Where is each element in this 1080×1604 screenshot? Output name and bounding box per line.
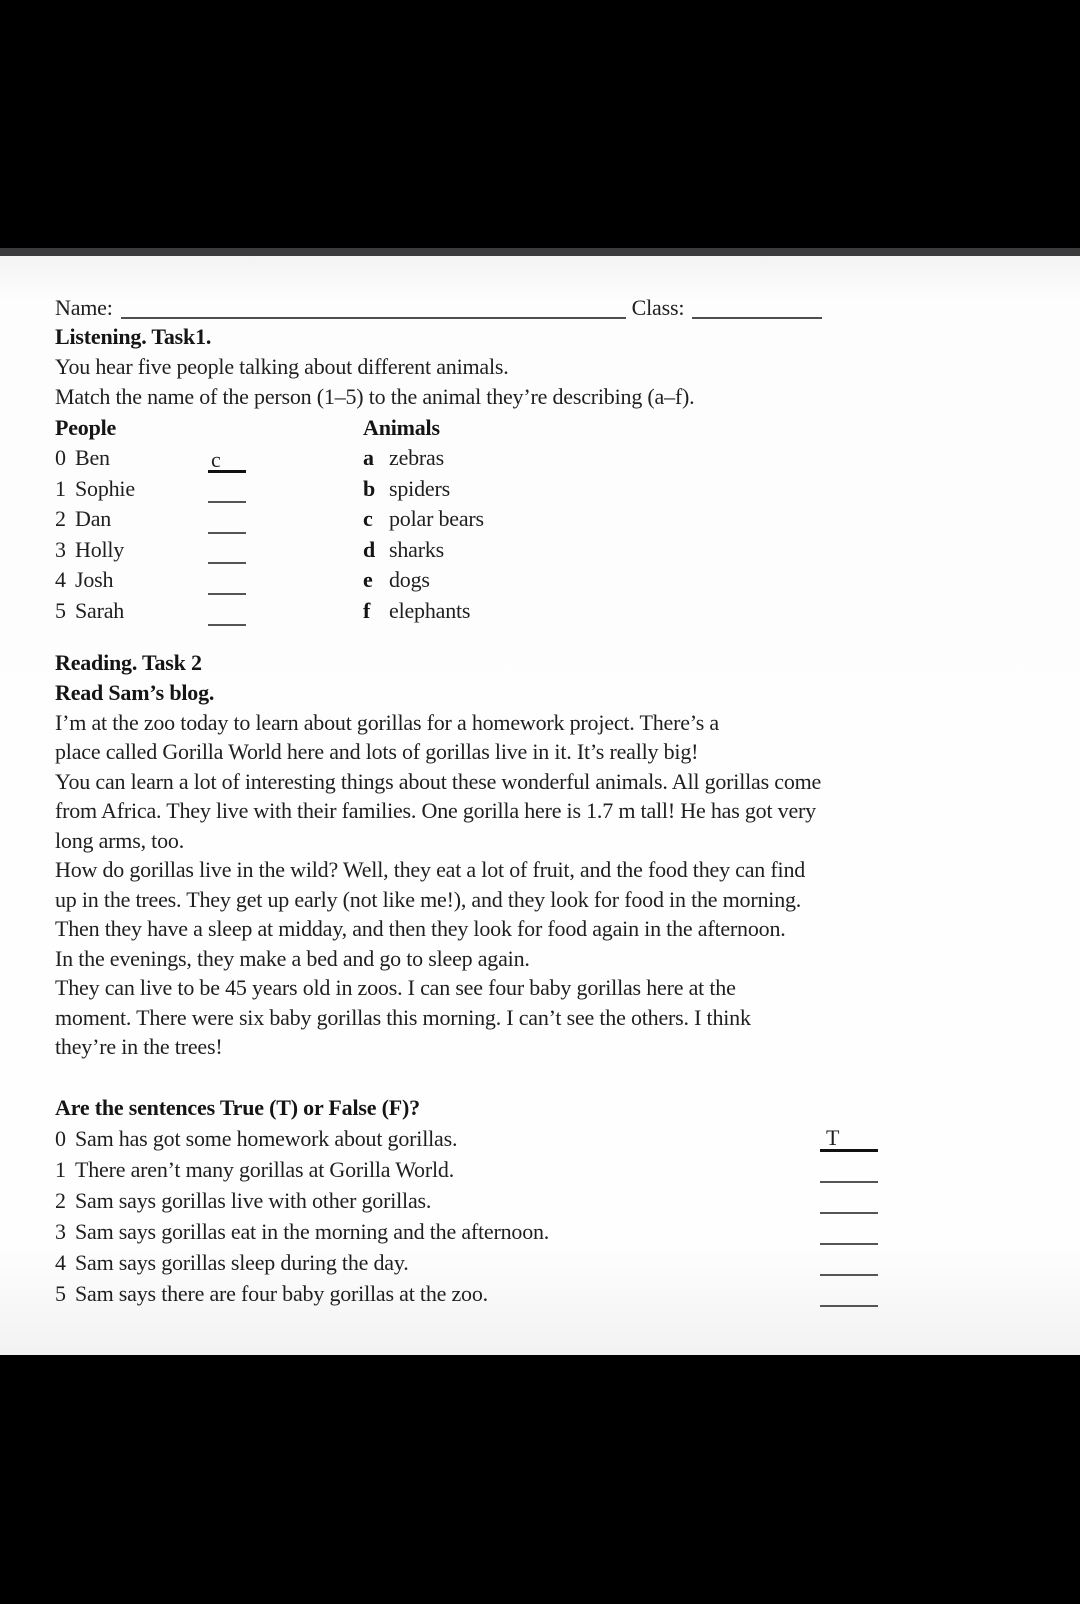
true-false-row	[55, 1278, 1025, 1309]
statement-text: Sam says gorillas live with other gorillas.	[75, 1187, 432, 1213]
animals-column-header: Animals	[363, 415, 440, 440]
person-answer-blank	[208, 508, 246, 534]
blog-text-line: up in the trees. They get up early (not like me!), and they look for food in the morning.	[55, 886, 802, 912]
animal-row	[363, 474, 663, 505]
true-false-row	[55, 1154, 1025, 1185]
instruction-line: You hear five people talking about different animals.	[55, 354, 509, 379]
true-false-answer-blank	[820, 1156, 878, 1183]
instruction-line: Match the name of the person (1–5) to the animal they’re describing (a–f).	[55, 384, 695, 409]
blog-text-line: In the evenings, they make a bed and go to sleep again.	[55, 945, 530, 971]
true-false-answer-blank	[820, 1280, 878, 1307]
person-name: Dan	[75, 506, 112, 532]
blog-text-line: They can live to be 45 years old in zoos. I can see four baby gorillas here at the	[55, 975, 736, 1001]
blog-text-line: You can learn a lot of interesting things about these wonderful animals. All gorillas come	[55, 768, 822, 794]
name-blank-field	[121, 293, 626, 319]
person-name: Holly	[75, 536, 125, 562]
statement-number: 3	[55, 1218, 66, 1244]
animal-letter: b	[363, 475, 376, 501]
true-false-answer-blank	[820, 1218, 878, 1245]
true-false-answer-blank: T	[820, 1125, 878, 1152]
statement-number: 4	[55, 1249, 66, 1275]
animal-row	[363, 443, 663, 474]
true-false-row	[55, 1123, 1025, 1154]
person-name: Josh	[75, 567, 114, 593]
animal-letter: c	[363, 506, 373, 532]
bottom-letterbox-bar	[0, 1355, 1080, 1604]
statement-text: Sam says there are four baby gorillas at the zoo.	[75, 1280, 488, 1306]
person-row	[55, 474, 355, 505]
person-number: 0	[55, 445, 66, 470]
blog-text-line: place called Gorilla World here and lots of gorillas live in it. It’s really big!	[55, 739, 699, 765]
people-column	[55, 412, 355, 627]
animal-row	[363, 504, 663, 535]
animal-name: sharks	[389, 536, 445, 562]
animal-letter: f	[363, 597, 371, 623]
matching-exercise	[55, 412, 1025, 627]
animal-letter: a	[363, 445, 374, 470]
blog-text-line: long arms, too.	[55, 827, 184, 853]
person-answer-blank	[208, 538, 246, 564]
person-number: 4	[55, 567, 66, 593]
name-class-row	[55, 292, 1025, 322]
person-answer-blank	[208, 600, 246, 626]
blog-text-line: moment. There were six baby gorillas this morning. I can’t see the others. I think	[55, 1004, 751, 1030]
animal-name: polar bears	[389, 506, 484, 532]
person-name: Sarah	[75, 597, 125, 623]
statement-text: Sam says gorillas eat in the morning and the afternoon.	[75, 1218, 550, 1244]
blog-text	[55, 708, 1025, 1062]
statement-number: 5	[55, 1280, 66, 1306]
animal-name: dogs	[389, 567, 430, 593]
blog-text-line: Then they have a sleep at midday, and then they look for food again in the afternoon.	[55, 916, 786, 942]
animal-name: elephants	[389, 597, 471, 623]
person-answer-blank	[208, 477, 246, 503]
person-row	[55, 504, 355, 535]
true-false-answer-blank	[820, 1187, 878, 1214]
animal-letter: e	[363, 567, 373, 593]
blog-text-line: How do gorillas live in the wild? Well, they eat a lot of fruit, and the food they can find	[55, 857, 806, 883]
animal-row	[363, 565, 663, 596]
person-number: 1	[55, 475, 66, 501]
person-row	[55, 443, 355, 474]
animal-name: zebras	[389, 445, 444, 470]
blog-text-line: from Africa. They live with their families. One gorilla here is 1.7 m tall! He has got very	[55, 798, 816, 824]
animal-letter: d	[363, 536, 376, 562]
true-false-answer-blank	[820, 1249, 878, 1276]
blog-text-line: they’re in the trees!	[55, 1034, 223, 1060]
class-blank-field	[692, 293, 822, 319]
class-label: Class:	[631, 295, 685, 320]
statement-text: Sam says gorillas sleep during the day.	[75, 1249, 409, 1275]
page-top-edge-strip	[0, 248, 1080, 256]
name-label: Name:	[55, 295, 113, 320]
statement-number: 0	[55, 1125, 66, 1151]
true-false-heading: Are the sentences True (T) or False (F)?	[55, 1094, 420, 1120]
statement-text: There aren’t many gorillas at Gorilla World.	[75, 1156, 454, 1182]
person-number: 5	[55, 597, 66, 623]
blog-text-line: I’m at the zoo today to learn about gorillas for a homework project. There’s a	[55, 709, 719, 735]
people-column-header: People	[55, 415, 117, 440]
person-answer-blank: c	[208, 447, 246, 473]
person-name: Ben	[75, 445, 110, 470]
true-false-list	[55, 1123, 1025, 1309]
animal-row	[363, 596, 663, 627]
reading-task-subtitle: Read Sam’s blog.	[55, 679, 215, 705]
person-number: 2	[55, 506, 66, 532]
person-row	[55, 596, 355, 627]
person-answer-blank	[208, 569, 246, 595]
animals-column	[363, 412, 663, 627]
reading-task-title: Reading. Task 2	[55, 649, 202, 675]
true-false-row	[55, 1216, 1025, 1247]
true-false-row	[55, 1185, 1025, 1216]
top-letterbox-bar	[0, 0, 1080, 248]
statement-number: 2	[55, 1187, 66, 1213]
listening-task-title: Listening. Task1.	[55, 324, 212, 349]
person-number: 3	[55, 536, 66, 562]
statement-number: 1	[55, 1156, 66, 1182]
listening-instructions	[55, 352, 1025, 412]
true-false-row	[55, 1247, 1025, 1278]
animal-name: spiders	[389, 475, 450, 501]
person-name: Sophie	[75, 475, 135, 501]
worksheet-page	[0, 256, 1080, 1355]
person-row	[55, 565, 355, 596]
animal-row	[363, 535, 663, 566]
person-row	[55, 535, 355, 566]
statement-text: Sam has got some homework about gorillas.	[75, 1125, 458, 1151]
